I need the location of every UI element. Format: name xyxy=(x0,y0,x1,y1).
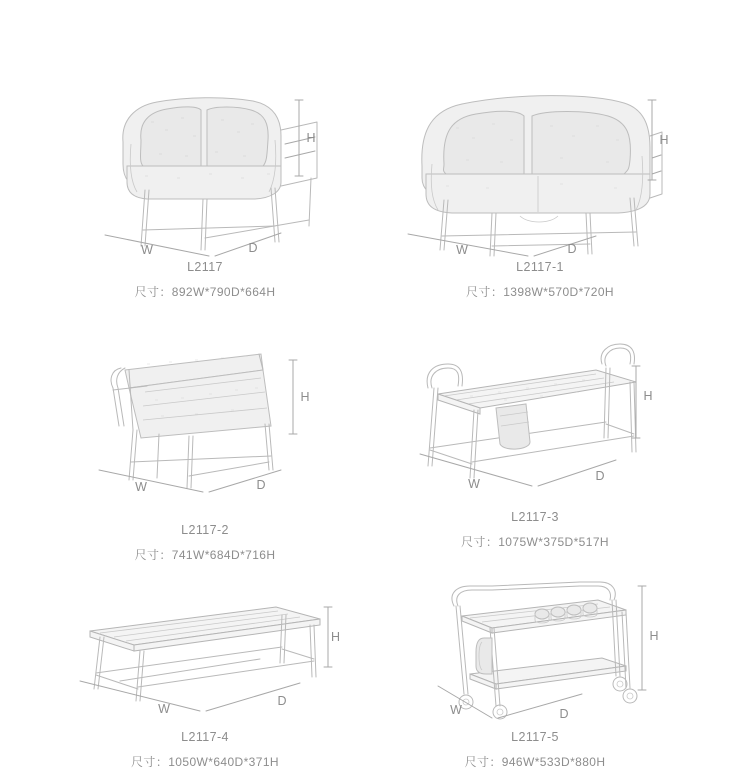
l2117-3-d-label: D xyxy=(595,469,605,483)
l2117-4-drawing xyxy=(60,585,340,725)
l2117-dims: 尺寸：892W*790D*664H xyxy=(134,284,276,299)
l2117-4-h-label: H xyxy=(330,630,340,644)
l2117-2-h-label: H xyxy=(300,390,310,404)
l2117-1-drawing xyxy=(400,70,670,260)
l2117-5-dims: 尺寸：946W*533D*880H xyxy=(464,754,606,769)
l2117-2-code: L2117-2 xyxy=(181,523,229,537)
l2117-2-caption xyxy=(75,521,335,564)
l2117-5-w-label: W xyxy=(450,703,462,717)
l2117-5-d-label: D xyxy=(559,707,569,721)
l2117-d-label: D xyxy=(248,241,258,255)
l2117-4-code: L2117-4 xyxy=(181,730,229,744)
l2117-caption xyxy=(75,258,335,301)
l2117-4-d-label: D xyxy=(277,694,287,708)
l2117-2-d-label: D xyxy=(256,478,266,492)
item-l2117 xyxy=(85,70,325,260)
l2117-3-code: L2117-3 xyxy=(511,510,559,524)
item-l2117-5 xyxy=(430,570,660,730)
l2117-4-w-label: W xyxy=(158,702,170,716)
l2117-4-dims: 尺寸：1050W*640D*371H xyxy=(131,754,279,769)
l2117-1-w-label: W xyxy=(456,243,468,257)
l2117-2-w-label: W xyxy=(135,480,147,494)
l2117-3-dims: 尺寸：1075W*375D*517H xyxy=(461,534,609,549)
l2117-w-label: W xyxy=(141,243,153,257)
l2117-1-code: L2117-1 xyxy=(516,260,564,274)
l2117-h-label: H xyxy=(306,131,316,145)
item-l2117-4 xyxy=(60,585,340,725)
l2117-2-dims: 尺寸：741W*684D*716H xyxy=(134,547,276,562)
l2117-5-caption xyxy=(395,728,675,771)
item-l2117-1 xyxy=(400,70,670,260)
l2117-5-drawing xyxy=(430,570,660,730)
l2117-5-code: L2117-5 xyxy=(511,730,559,744)
item-l2117-3 xyxy=(400,330,660,505)
l2117-1-h-label: H xyxy=(659,133,669,147)
l2117-5-h-label: H xyxy=(649,629,659,643)
l2117-3-h-label: H xyxy=(643,389,653,403)
l2117-3-drawing xyxy=(400,330,660,505)
l2117-4-caption xyxy=(75,728,335,771)
l2117-code: L2117 xyxy=(187,260,223,274)
l2117-3-caption xyxy=(395,508,675,551)
l2117-1-dims: 尺寸：1398W*570D*720H xyxy=(466,284,614,299)
l2117-drawing xyxy=(85,70,325,260)
item-l2117-2 xyxy=(85,330,325,505)
l2117-2-drawing xyxy=(85,330,325,505)
l2117-1-caption xyxy=(400,258,680,301)
l2117-3-w-label: W xyxy=(468,477,480,491)
l2117-1-d-label: D xyxy=(567,242,577,256)
